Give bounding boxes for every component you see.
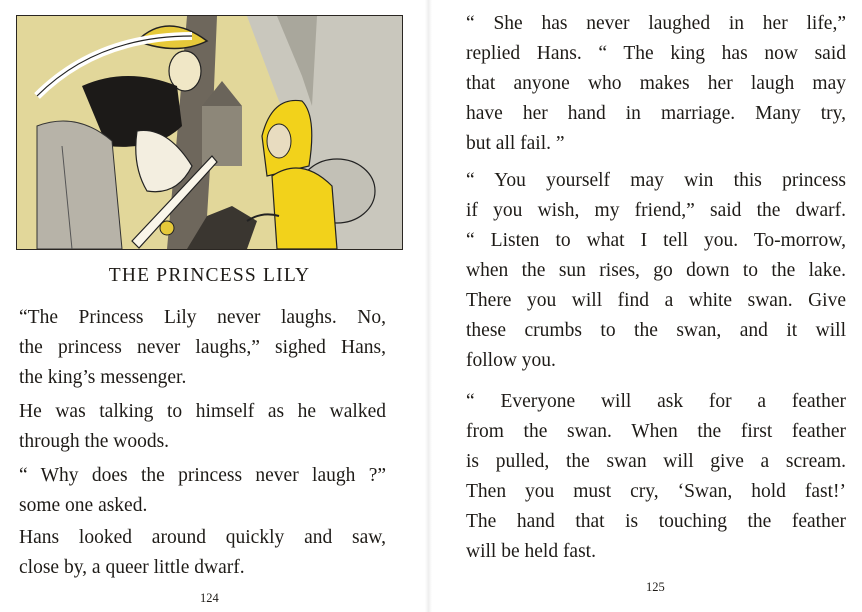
paragraph: [19, 461, 386, 521]
text-line: if you wish, my friend,” said the dwarf.: [466, 200, 846, 221]
paragraph: [466, 166, 846, 376]
text-line: “ You yourself may win this princess: [466, 170, 846, 191]
left-page: [0, 0, 425, 612]
text-line: Then you must cry, ‘Swan, hold fast!’: [466, 481, 846, 502]
text-line: He was talking to himself as he walked: [19, 401, 386, 422]
text-line: close by, a queer little dwarf.: [19, 557, 245, 578]
text-line: but all fail. ”: [466, 133, 565, 154]
text-line: have her hand in marriage. Many try,: [466, 103, 846, 124]
text-line: replied Hans. “ The king has now said: [466, 43, 846, 64]
text-line: There you will find a white swan. Give: [466, 290, 846, 311]
story-illustration: [16, 15, 403, 250]
text-line: through the woods.: [19, 431, 170, 452]
text-line: follow you.: [466, 350, 556, 371]
text-line: “The Princess Lily never laughs. No,: [19, 307, 386, 328]
page-number: 124: [200, 591, 219, 605]
text-line: will be held fast.: [466, 541, 596, 562]
text-line: the princess never laughs,” sighed Hans,: [19, 337, 386, 358]
text-line: that anyone who makes her laugh may: [466, 73, 846, 94]
text-line: from the swan. When the first feather: [466, 421, 846, 442]
text-line: “ Why does the princess never laugh ?”: [19, 465, 386, 486]
paragraph: [466, 387, 846, 567]
page-number: 125: [646, 580, 665, 594]
paragraph: [19, 523, 386, 583]
chapter-title: THE PRINCESS LILY: [108, 265, 311, 286]
text-line: Hans looked around quickly and saw,: [19, 527, 386, 548]
text-line: these crumbs to the swan, and it will: [466, 320, 846, 341]
paragraph: [466, 9, 846, 159]
paragraph: [19, 303, 386, 393]
book-gutter: [425, 0, 432, 612]
text-line: when the sun rises, go down to the lake.: [466, 260, 846, 281]
text-line: some one asked.: [19, 495, 148, 516]
text-line: The hand that is touching the feather: [466, 511, 846, 532]
text-line: the king’s messenger.: [19, 367, 187, 388]
paragraph: [19, 397, 386, 457]
text-line: “ She has never laughed in her life,”: [466, 13, 846, 34]
text-line: is pulled, the swan will give a scream.: [466, 451, 846, 472]
text-line: “ Everyone will ask for a feather: [466, 391, 846, 412]
text-line: “ Listen to what I tell you. To-morrow,: [466, 230, 846, 251]
